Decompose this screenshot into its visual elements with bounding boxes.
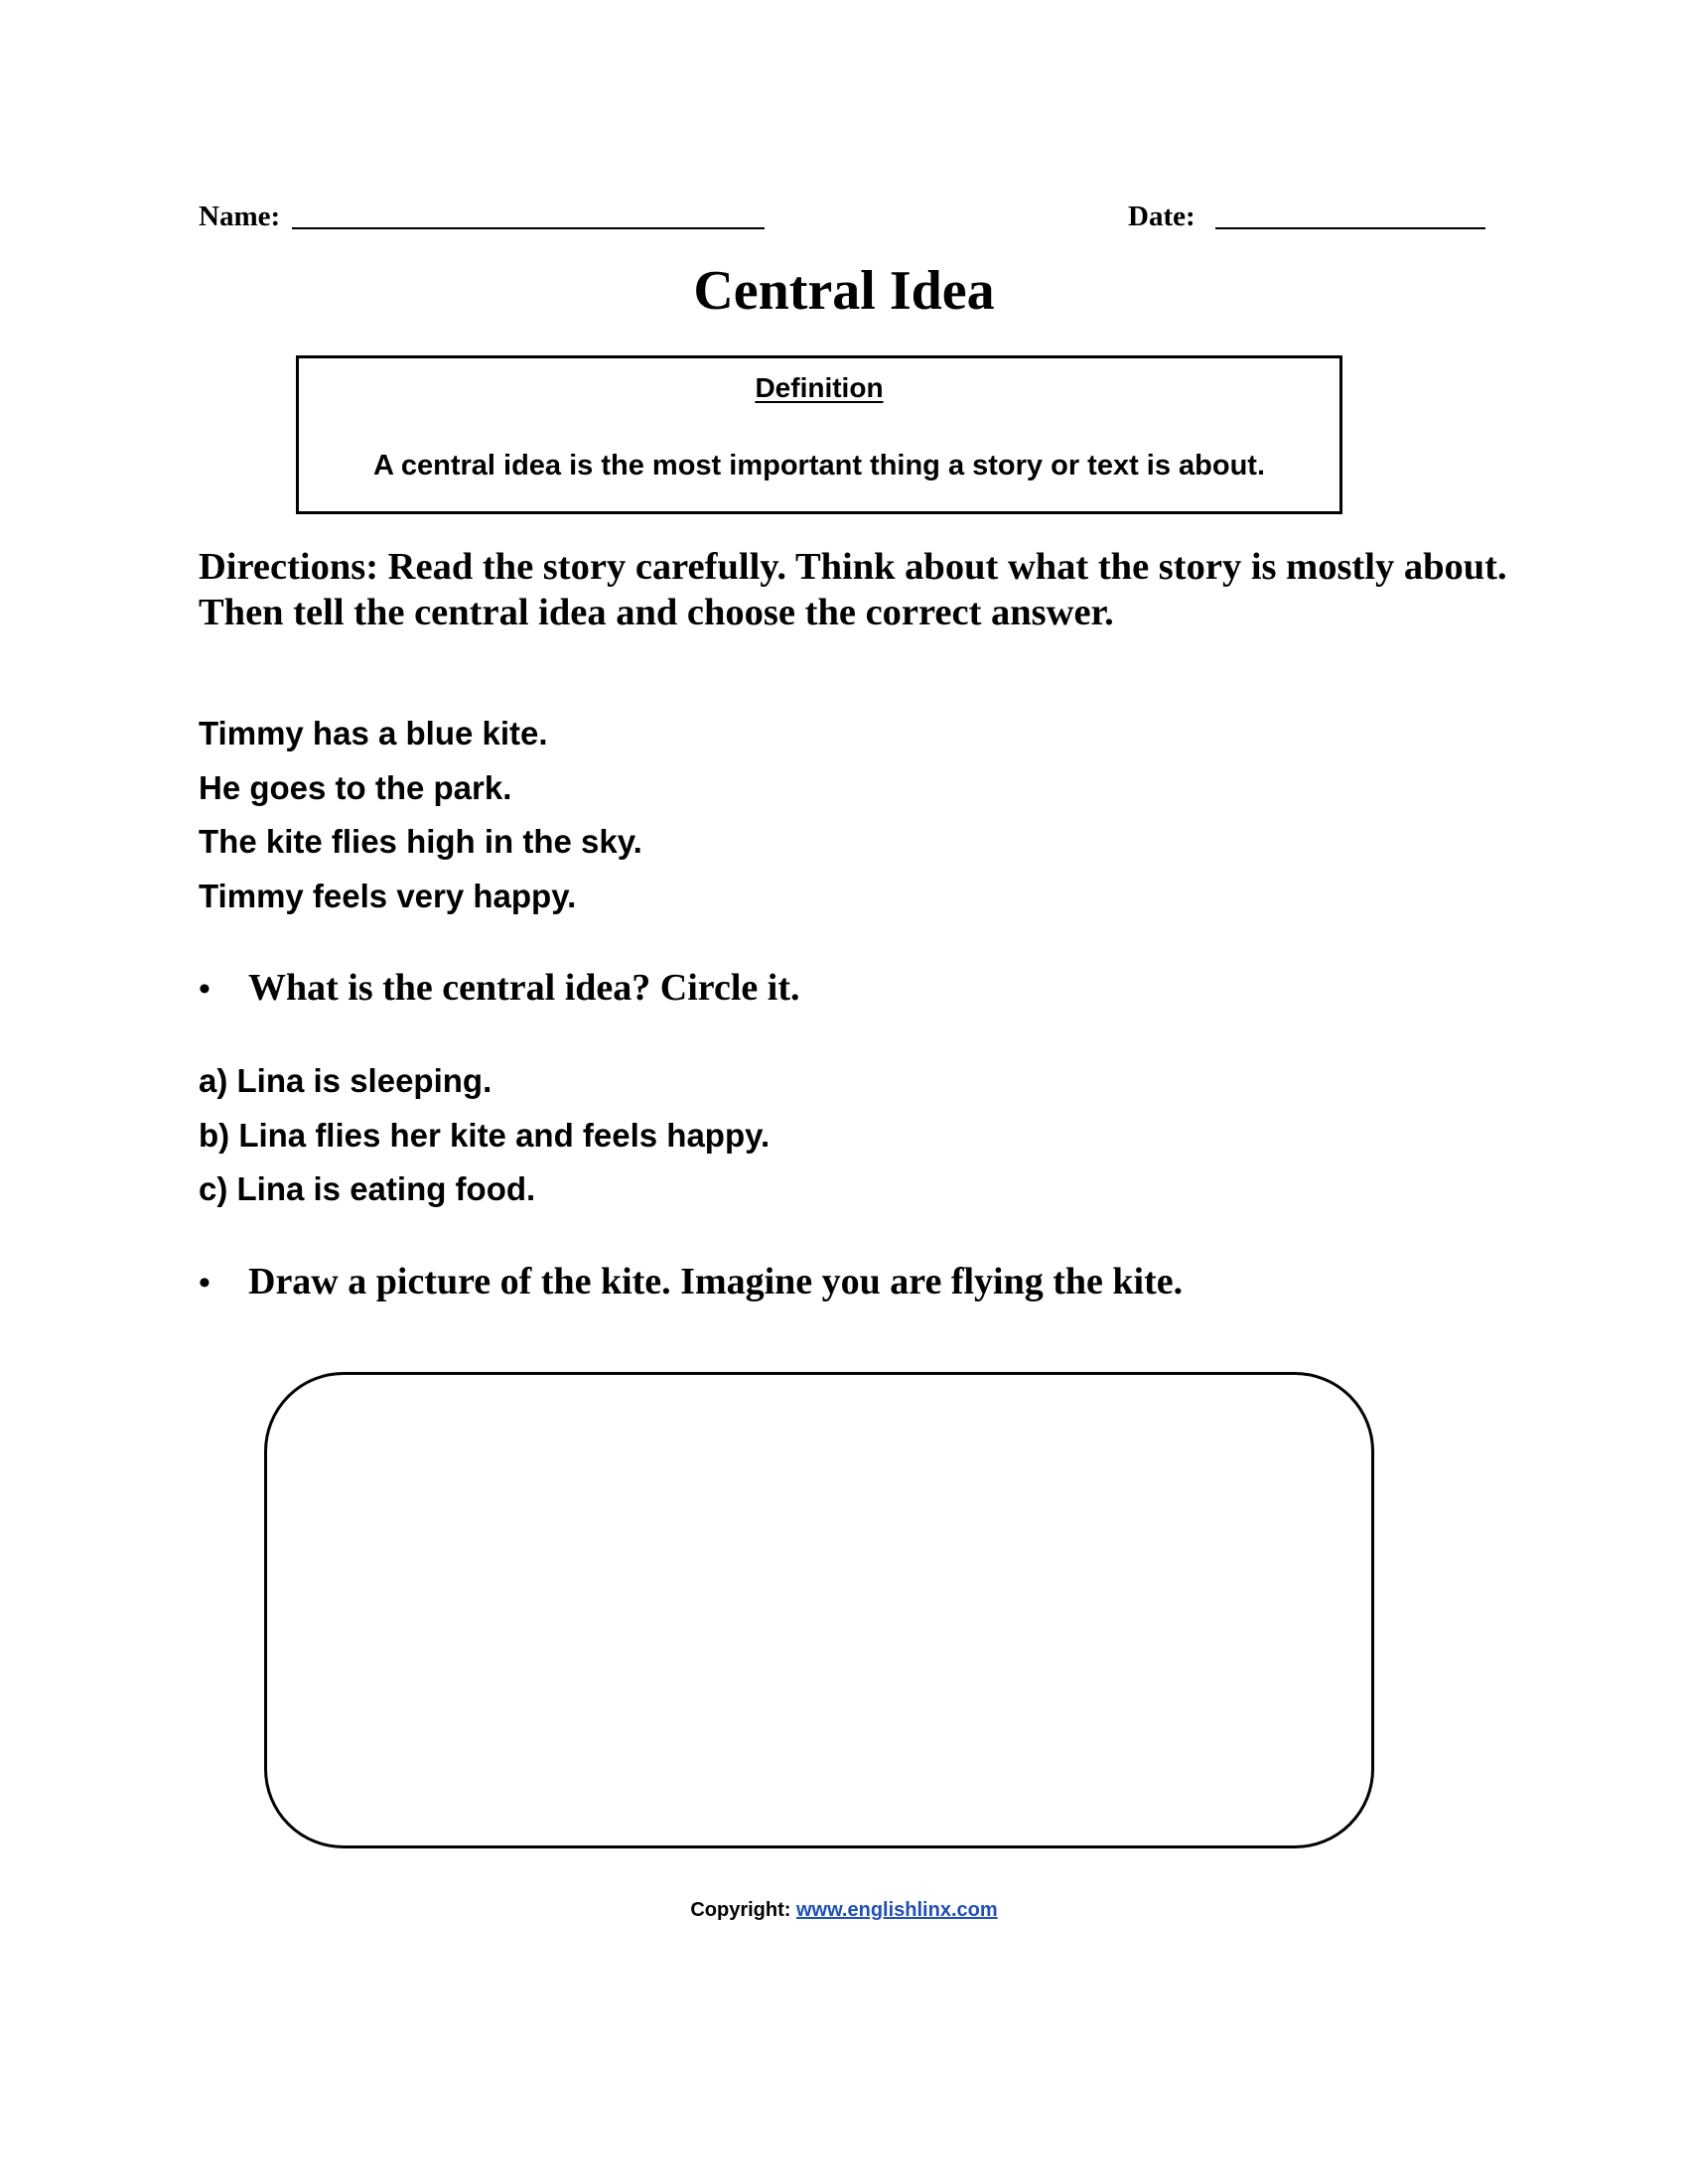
- answer-option-b[interactable]: b) Lina flies her kite and feels happy.: [199, 1116, 771, 1154]
- story-line: He goes to the park.: [199, 768, 512, 806]
- bullet-icon: •: [199, 1265, 211, 1301]
- question-text: Draw a picture of the kite. Imagine you are flying the kite.: [248, 1261, 1184, 1302]
- question-text: What is the central idea? Circle it.: [248, 967, 800, 1009]
- directions-text: Directions: Read the story carefully. Think about what the story is mostly about. Then tell the central idea and choose the correct answer.: [199, 546, 1507, 633]
- question-draw-kite: [199, 1257, 1183, 1308]
- answer-option-a[interactable]: a) Lina is sleeping.: [199, 1062, 492, 1099]
- bullet-icon: •: [199, 971, 211, 1008]
- date-label: Date:: [1128, 201, 1196, 232]
- definition-text: A central idea is the most important thing a story or text is about.: [372, 450, 1266, 481]
- story-line: Timmy feels very happy.: [199, 877, 577, 914]
- definition-heading: Definition: [755, 372, 884, 403]
- story-line: The kite flies high in the sky.: [199, 823, 642, 860]
- copyright-footer: [0, 1896, 1688, 1924]
- copyright-link[interactable]: www.englishlinx.com: [796, 1899, 998, 1921]
- page-title: Central Idea: [693, 260, 995, 322]
- question-central-idea: [199, 963, 799, 1015]
- name-blank-line[interactable]: [292, 227, 765, 229]
- name-label: Name:: [199, 201, 281, 232]
- drawing-area[interactable]: [264, 1372, 1374, 1848]
- story-passage: [199, 707, 642, 923]
- answer-options: [199, 1054, 770, 1217]
- definition-box: [296, 355, 1342, 514]
- copyright-label: Copyright:: [690, 1899, 791, 1921]
- answer-option-c[interactable]: c) Lina is eating food.: [199, 1170, 536, 1207]
- date-blank-line[interactable]: [1215, 227, 1485, 229]
- story-line: Timmy has a blue kite.: [199, 715, 548, 751]
